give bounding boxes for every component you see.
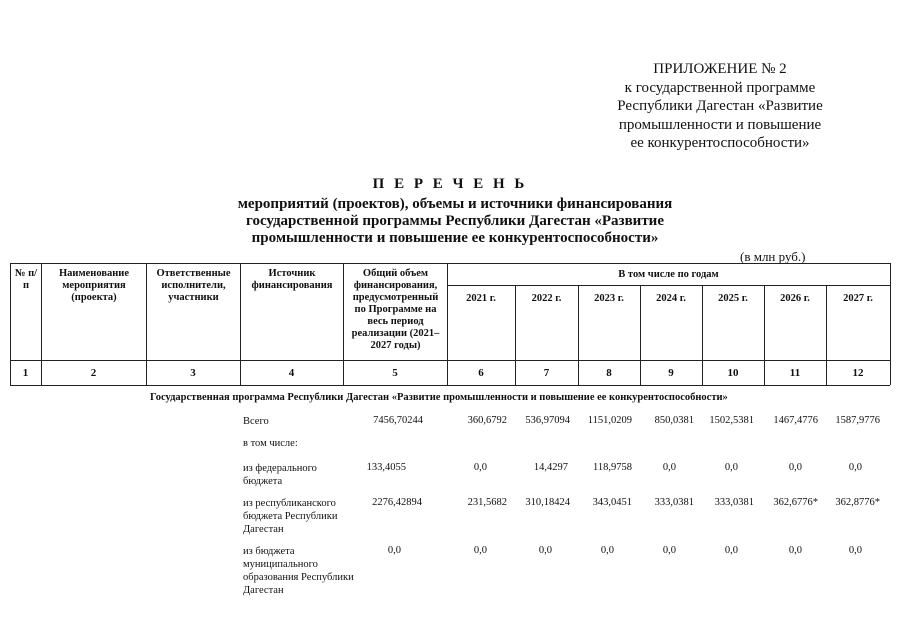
appendix-line: Республики Дагестан «Развитие xyxy=(617,98,823,114)
row-total: 7456,70244 xyxy=(373,415,423,426)
row-year-value: 362,8776* xyxy=(835,497,880,508)
column-number: 1 xyxy=(22,367,29,379)
header-by-years: В том числе по годам xyxy=(618,269,719,280)
grid-line xyxy=(10,385,890,386)
header-total: Общий объем финансирования, предусмотренный по Программе на весь период реализации (2021–2027 годы) xyxy=(351,268,440,351)
units-note: (в млн руб.) xyxy=(740,249,806,264)
row-year-value: 14,4297 xyxy=(533,462,568,473)
row-label: в том числе: xyxy=(243,438,298,449)
row-year-value: 536,97094 xyxy=(525,415,570,426)
grid-line xyxy=(447,285,890,286)
row-year-value: 0,0 xyxy=(662,462,676,473)
row-year-value: 0,0 xyxy=(848,545,862,556)
grid-line xyxy=(890,263,891,385)
appendix-line: ее конкурентоспособности» xyxy=(630,135,810,151)
row-year-value: 333,0381 xyxy=(654,497,694,508)
row-year-value: 0,0 xyxy=(788,462,802,473)
row-label: из республиканского бюджета Республики Дагестан xyxy=(243,498,338,535)
row-year-value: 0,0 xyxy=(662,545,676,556)
document-subtitle xyxy=(175,196,735,247)
header-year: 2024 г. xyxy=(656,293,686,304)
row-year-value: 333,0381 xyxy=(714,497,754,508)
row-year-value: 360,6792 xyxy=(467,415,507,426)
appendix-block xyxy=(560,60,880,153)
subtitle-line: государственной программы Республики Дагестан «Развитие xyxy=(246,213,664,229)
row-label: Всего xyxy=(243,416,269,427)
row-label: из федерального бюджета xyxy=(243,463,317,487)
appendix-line: ПРИЛОЖЕНИЕ № 2 xyxy=(653,61,787,77)
row-total: 2276,42894 xyxy=(372,497,422,508)
column-number: 7 xyxy=(543,367,550,379)
grid-line xyxy=(10,263,890,264)
row-year-value: 0,0 xyxy=(473,462,487,473)
header-year: 2023 г. xyxy=(594,293,624,304)
row-year-value: 1502,5381 xyxy=(709,415,754,426)
column-number: 12 xyxy=(852,367,864,379)
row-year-value: 0,0 xyxy=(473,545,487,556)
header-year: 2027 г. xyxy=(843,293,873,304)
row-year-value: 0,0 xyxy=(724,462,738,473)
header-responsible: Ответственные исполнители, участники xyxy=(156,268,231,303)
row-total: 133,4055 xyxy=(366,462,406,473)
row-year-value: 231,5682 xyxy=(467,497,507,508)
row-year-value: 0,0 xyxy=(788,545,802,556)
subtitle-line: промышленности и повышение ее конкурентоспособности» xyxy=(251,230,659,246)
row-year-value: 0,0 xyxy=(538,545,552,556)
column-number: 10 xyxy=(727,367,739,379)
row-total: 0,0 xyxy=(387,545,401,556)
row-year-value: 118,9758 xyxy=(593,462,632,473)
header-name: Наименование мероприятия (проекта) xyxy=(59,268,129,303)
header-source: Источник финансирования xyxy=(251,268,333,291)
row-year-value: 1151,0209 xyxy=(587,415,632,426)
appendix-line: промышленности и повышение xyxy=(618,116,822,133)
column-number: 5 xyxy=(392,367,398,379)
document-title: П Е Р Е Ч Е Н Ь xyxy=(372,176,528,192)
column-number: 9 xyxy=(668,367,674,379)
grid-line xyxy=(10,360,890,361)
row-year-value: 310,18424 xyxy=(525,497,570,508)
column-number: 6 xyxy=(478,367,484,379)
column-number: 4 xyxy=(288,367,295,379)
row-year-value: 362,6776* xyxy=(773,497,818,508)
subtitle-line: мероприятий (проектов), объемы и источники финансирования xyxy=(237,196,673,212)
header-year: 2022 г. xyxy=(531,293,562,304)
row-year-value: 1467,4776 xyxy=(773,415,818,426)
header-year: 2021 г. xyxy=(466,293,496,304)
header-year: 2025 г. xyxy=(718,293,748,304)
appendix-line: к государственной программе xyxy=(624,79,816,96)
section-title: Государственная программа Республики Дагестан «Развитие промышленности и повышение ее конкурентоспособности» xyxy=(150,392,728,403)
header-num: № п/п xyxy=(14,268,38,291)
column-number: 11 xyxy=(789,367,801,379)
row-year-value: 0,0 xyxy=(848,462,862,473)
row-label: из бюджета муниципального образования Республики Дагестан xyxy=(243,546,354,596)
column-number: 3 xyxy=(190,367,196,379)
row-year-value: 850,0381 xyxy=(654,415,694,426)
row-year-value: 0,0 xyxy=(724,545,738,556)
row-year-value: 1587,9776 xyxy=(835,415,880,426)
column-number: 2 xyxy=(90,367,97,379)
row-year-value: 343,0451 xyxy=(592,497,632,508)
header-year: 2026 г. xyxy=(780,293,810,304)
column-number: 8 xyxy=(606,367,612,379)
row-year-value: 0,0 xyxy=(600,545,614,556)
